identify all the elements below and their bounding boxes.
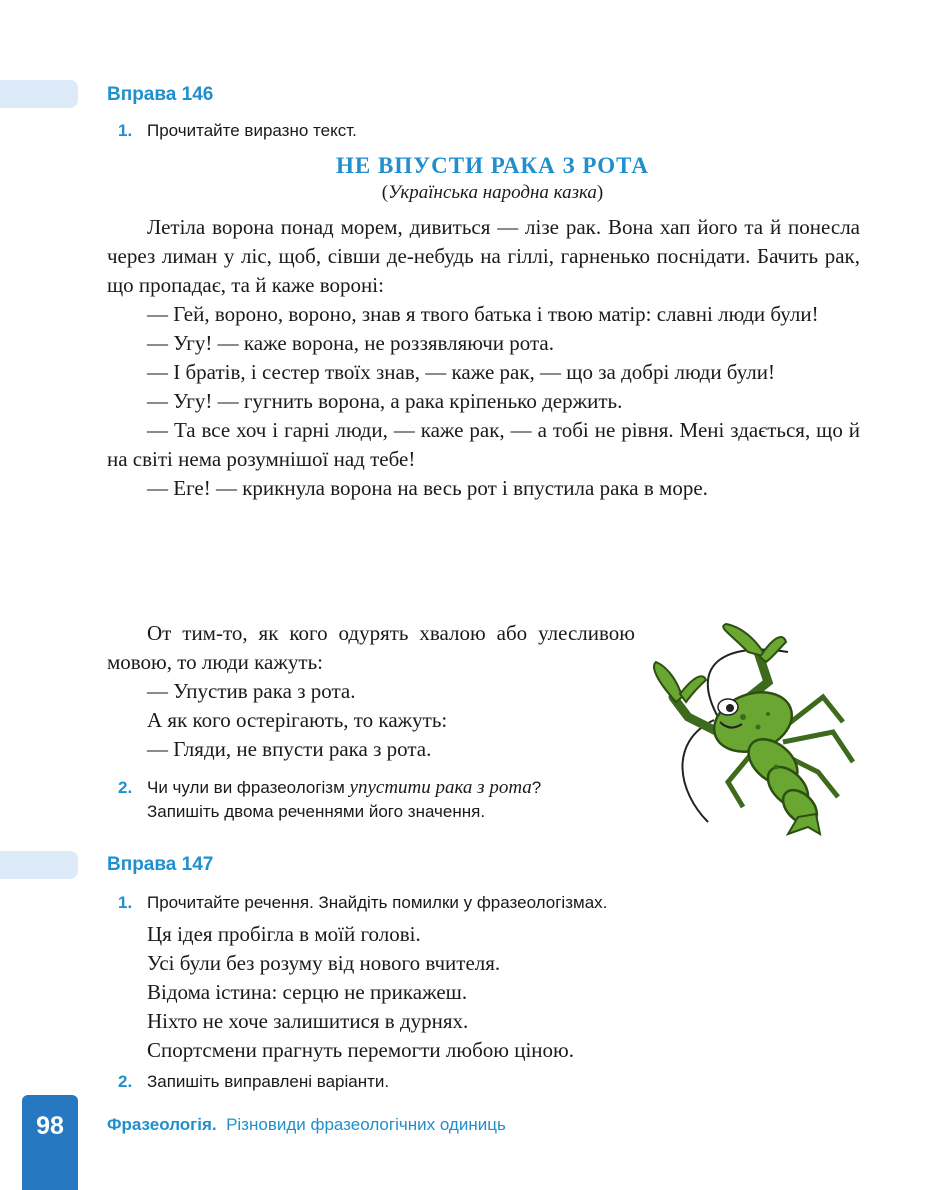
- task-text: Запишіть виправлені варіанти.: [147, 1072, 390, 1091]
- sentence-list: [147, 920, 574, 1065]
- exercise-147-title: Вправа 147: [107, 854, 214, 875]
- exercise-147-task-2: [118, 1070, 389, 1094]
- task-text-line-2: Запишіть двома реченнями його значення.: [147, 802, 486, 821]
- footer-topic: Різновиди фразеологічних одиниць: [226, 1115, 506, 1134]
- task-number: 1.: [118, 121, 133, 140]
- sentence-item: Відома істина: серцю не прикажеш.: [147, 980, 468, 1004]
- story-paragraph: — Гей, вороно, вороно, знав я твого батька і твою матір: славні люди були!: [147, 302, 819, 326]
- exercise-147-tab: [0, 851, 78, 879]
- exercise-146-task-1: [118, 119, 357, 143]
- story-paragraph: — Угу! — гугнить ворона, а рака кріпенько держить.: [147, 389, 623, 413]
- sentence-item: Ця ідея пробігла в моїй голові.: [147, 922, 421, 946]
- task-number: 2.: [118, 778, 133, 797]
- story-paragraph: — Угу! — каже ворона, не роззявляючи рота.: [147, 331, 554, 355]
- task-number: 1.: [118, 893, 133, 912]
- task-text: Прочитайте виразно текст.: [147, 121, 357, 140]
- exercise-146-task-2: [118, 776, 541, 824]
- story-text-ending: [107, 619, 635, 764]
- sentence-item: Спортсмени прагнуть перемогти любою ціною.: [147, 1038, 574, 1062]
- footer-chapter: Фразеологія.: [107, 1115, 217, 1134]
- sentence-item: Усі були без розуму від нового вчителя.: [147, 951, 501, 975]
- subtitle-genre: Українська народна казка: [388, 182, 597, 203]
- crayfish-illustration: [648, 622, 866, 837]
- exercise-146-title: Вправа 146: [107, 84, 214, 105]
- story-title: НЕ ВПУСТИ РАКА З РОТА: [336, 153, 649, 178]
- story-paragraph: Летіла ворона понад морем, дивиться — лізе рак. Вона хап його та й понесла через лиман у ліс, щоб, сівши де-небудь на гіллі, гарненько поснідати. Бачить рак, що пропадає, та й каже вороні:: [107, 215, 860, 297]
- task-text-end: ?: [531, 778, 542, 797]
- exercise-146-tab: [0, 80, 78, 108]
- story-paragraph: — І братів, і сестер твоїх знав, — каже рак, — що за добрі люди були!: [147, 360, 775, 384]
- story-paragraph: — Упустив рака з рота.: [147, 679, 356, 703]
- story-paragraph: — Та все хоч і гарні люди, — каже рак, — а тобі не рівня. Мені здається, що й на світі нема розумнішої над тебе!: [107, 418, 860, 471]
- task-text: Чи чули ви фразеологізм: [147, 778, 350, 797]
- task-text: Прочитайте речення. Знайдіть помилки у фразеологізмах.: [147, 893, 608, 912]
- task-number: 2.: [118, 1072, 133, 1091]
- story-subtitle: [0, 182, 935, 204]
- task-phraseologism: упустити рака з рота: [349, 777, 532, 798]
- footer-section-title: [107, 1115, 506, 1135]
- sentence-item: Ніхто не хоче залишитися в дурнях.: [147, 1009, 469, 1033]
- story-paragraph: А як кого остерігають, то кажуть:: [147, 708, 448, 732]
- subtitle-paren-open: (: [381, 182, 389, 203]
- story-paragraph: — Еге! — крикнула ворона на весь рот і впустила рака в море.: [147, 476, 708, 500]
- subtitle-paren-close: ): [596, 182, 604, 203]
- exercise-147-task-1: [118, 891, 607, 915]
- story-paragraph: От тим-то, як кого одурять хвалою або улесливою мовою, то люди кажуть:: [107, 621, 635, 674]
- story-text: [107, 213, 860, 503]
- page-number: 98: [22, 1095, 78, 1190]
- story-paragraph: — Гляди, не впусти рака з рота.: [147, 737, 432, 761]
